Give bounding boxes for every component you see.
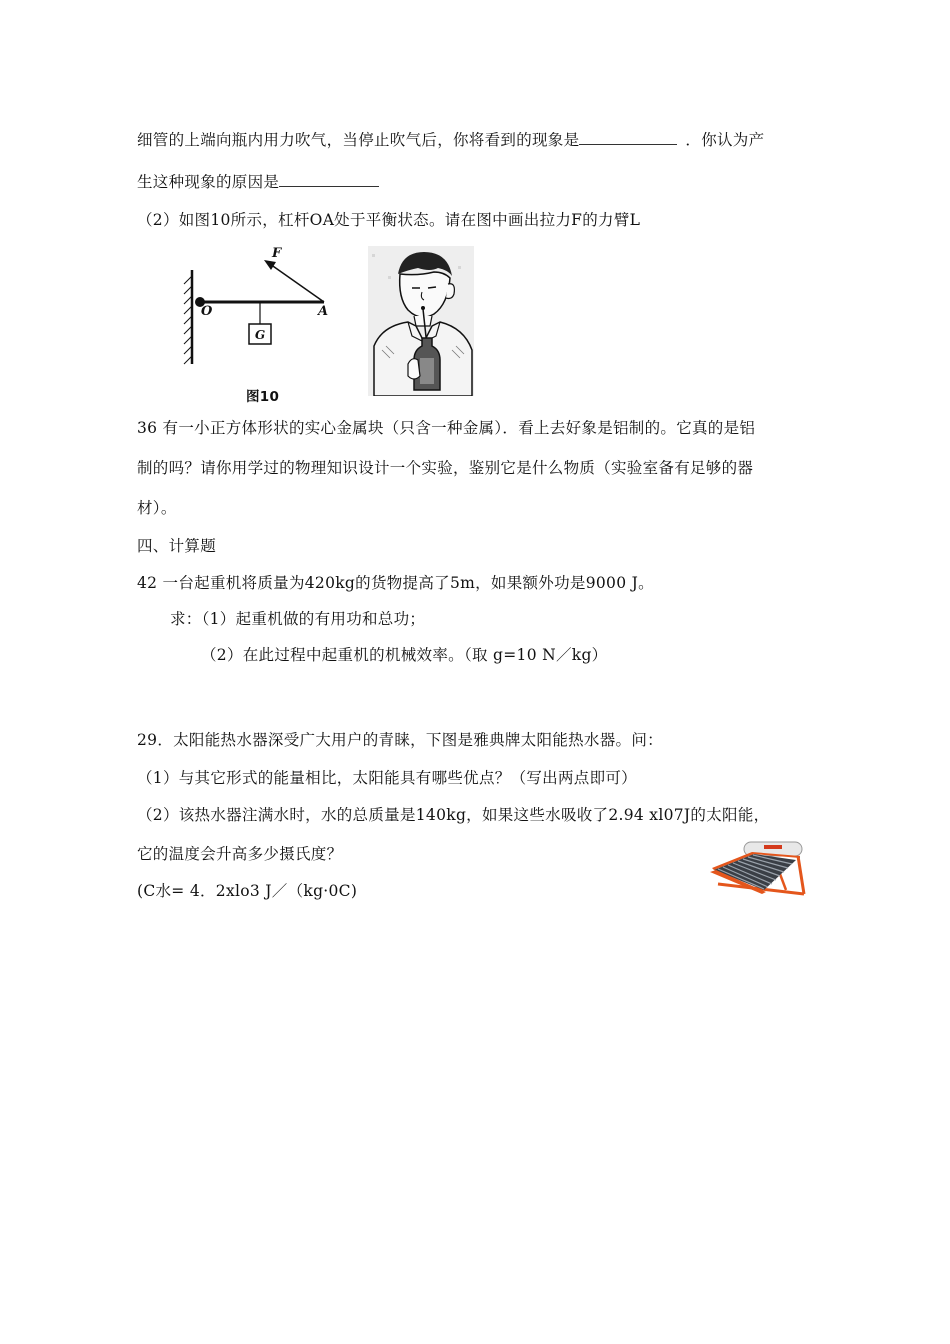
q36-line2: 制的吗？请你用学过的物理知识设计一个实验，鉴别它是什么物质（实验室备有足够的器 — [137, 459, 754, 477]
q42-line3: （2）在此过程中起重机的机械效率。（取 g=10 N／kg） — [201, 646, 608, 664]
q29-line4: 它的温度会升高多少摄氏度？ — [137, 845, 343, 863]
q29-line1: 29．太阳能热水器深受广大用户的青睐，下图是雅典牌太阳能热水器。问： — [137, 731, 663, 749]
boy-drinking-illustration — [368, 246, 474, 396]
answer-blank-1[interactable] — [579, 130, 677, 145]
solar-water-heater-illustration — [704, 838, 808, 900]
q29-line5: (C水= 4．2xlo3 J／（kg·0C) — [137, 882, 358, 900]
answer-blank-2[interactable] — [279, 172, 379, 187]
label-G: G — [255, 328, 266, 342]
q35-part2: （2）如图10所示，杠杆OA处于平衡状态。请在图中画出拉力F的力臂L — [137, 211, 641, 229]
q42-line2: 求：（1）起重机做的有用功和总功； — [170, 610, 426, 628]
label-O: O — [201, 304, 213, 319]
q42-line1: 42 一台起重机将质量为420kg的货物提高了5m，如果额外功是9000 J。 — [137, 574, 654, 592]
lever-diagram — [178, 246, 348, 406]
q36-line1: 36 有一小正方体形状的实心金属块（只含一种金属）．看上去好象是铝制的。它真的是铝 — [137, 419, 756, 437]
q35-line2: 生这种现象的原因是 — [137, 170, 379, 192]
label-A: A — [318, 304, 329, 319]
q29-line3: （2）该热水器注满水时，水的总质量是140kg，如果这些水吸收了2.94 xl07J的太阳能， — [137, 806, 770, 824]
figure10-caption: 图10 — [246, 389, 280, 405]
q29-line2: （1）与其它形式的能量相比，太阳能具有哪些优点？（写出两点即可） — [137, 769, 637, 787]
q35-line1: 细管的上端向瓶内用力吹气，当停止吹气后，你将看到的现象是 ．你认为产 — [137, 131, 765, 149]
section4-title: 四、计算题 — [137, 537, 217, 555]
q36-line3: 材）。 — [137, 499, 177, 517]
label-F: F — [272, 246, 282, 261]
